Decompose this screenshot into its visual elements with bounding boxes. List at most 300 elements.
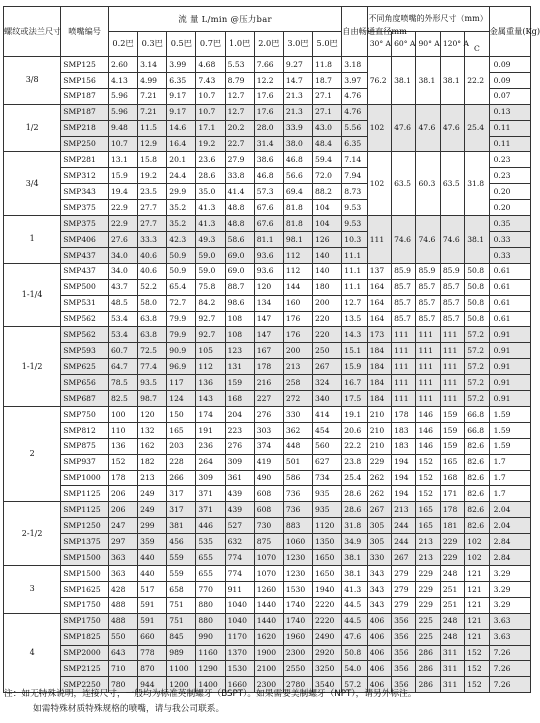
flow-value: 136 — [108, 438, 137, 454]
flow-value: 2300 — [254, 677, 283, 693]
free-passage-value: 7.94 — [342, 168, 367, 184]
dim-30-value: 406 — [367, 677, 391, 693]
dim-120-value: 85.7 — [440, 295, 464, 311]
dim-60-value: 111 — [392, 327, 416, 343]
flow-value: 72.7 — [167, 295, 196, 311]
flow-value: 309 — [196, 470, 225, 486]
free-passage-value: 5.56 — [342, 120, 367, 136]
flow-value: 98.7 — [138, 391, 167, 407]
dim-c-value: 102 — [465, 550, 489, 566]
flow-value: 272 — [283, 391, 312, 407]
free-passage-value: 34.9 — [342, 534, 367, 550]
flow-value: 535 — [196, 534, 225, 550]
flow-value: 9.27 — [283, 57, 312, 73]
nozzle-number-cell: SMP375 — [61, 200, 109, 216]
header-pressure: 0.3巴 — [138, 32, 167, 57]
flow-value: 324 — [313, 375, 342, 391]
flow-value: 9.17 — [167, 88, 196, 104]
metal-weight-cell: 0.61 — [489, 279, 530, 295]
free-passage-value: 10.3 — [342, 231, 367, 247]
flow-value: 48.8 — [225, 216, 254, 232]
dim-90-value: 85.7 — [416, 311, 440, 327]
free-passage-value: 7.14 — [342, 152, 367, 168]
flow-value: 774 — [225, 566, 254, 582]
footnote-line: 注：如无特殊说明，连接尺寸，一般均为标准英制螺牙（BSPT）。如果需要美制螺牙（NPT），请另外标注。 — [4, 689, 417, 699]
dim-c-value: 50.8 — [465, 311, 489, 327]
dim-30-value: 343 — [367, 566, 391, 582]
free-passage-value: 9.53 — [342, 216, 367, 232]
dim-120-value: 85.7 — [440, 311, 464, 327]
metal-weight-cell: 3.63 — [489, 613, 530, 629]
dim-90-value: 38.1 — [416, 57, 440, 105]
flow-value: 14.7 — [283, 72, 312, 88]
flow-value: 1070 — [254, 566, 283, 582]
flow-value: 27.1 — [313, 88, 342, 104]
flow-value: 363 — [108, 566, 137, 582]
flow-value: 9.17 — [167, 104, 196, 120]
flow-value: 14.6 — [167, 120, 196, 136]
flow-value: 41.3 — [196, 216, 225, 232]
flow-value: 40.6 — [138, 263, 167, 279]
table-row — [4, 581, 531, 597]
flow-value: 550 — [108, 629, 137, 645]
dim-120-value: 159 — [440, 438, 464, 454]
dim-30-value: 184 — [367, 391, 391, 407]
spec-table-body — [4, 57, 531, 693]
dim-c-value: 152 — [465, 661, 489, 677]
flow-value: 21.3 — [283, 88, 312, 104]
metal-weight-cell: 0.11 — [489, 136, 530, 152]
flow-value: 22.9 — [108, 200, 137, 216]
dim-60-value: 279 — [392, 581, 416, 597]
flow-value: 93.6 — [254, 247, 283, 263]
dim-120-value: 248 — [440, 629, 464, 645]
dim-60-value: 356 — [392, 677, 416, 693]
dim-90-value: 286 — [416, 677, 440, 693]
flow-value: 98.6 — [225, 295, 254, 311]
dim-30-value: 76.2 — [367, 57, 391, 105]
flow-value: 249 — [138, 486, 167, 502]
dim-90-value: 47.6 — [416, 104, 440, 152]
dim-90-value: 225 — [416, 629, 440, 645]
dim-90-value: 146 — [416, 422, 440, 438]
nozzle-number-cell: SMP187 — [61, 104, 109, 120]
flow-value: 1740 — [283, 613, 312, 629]
dim-120-value: 251 — [440, 581, 464, 597]
flow-value: 105 — [196, 343, 225, 359]
dim-c-value: 121 — [465, 581, 489, 597]
flow-value: 38.0 — [283, 136, 312, 152]
dim-30-value: 164 — [367, 311, 391, 327]
flow-value: 65.4 — [167, 279, 196, 295]
flow-value: 27.9 — [225, 152, 254, 168]
free-passage-value: 4.76 — [342, 88, 367, 104]
free-passage-value: 15.9 — [342, 359, 367, 375]
nozzle-number-cell: SMP1625 — [61, 581, 109, 597]
flow-value: 1060 — [283, 534, 312, 550]
flow-value: 586 — [283, 470, 312, 486]
header-flow-rate: 流 量 L/min @压力bar — [108, 7, 341, 32]
flow-value: 12.7 — [225, 104, 254, 120]
flow-value: 374 — [254, 438, 283, 454]
flow-value: 124 — [167, 391, 196, 407]
flow-value: 710 — [108, 661, 137, 677]
free-passage-value: 47.6 — [342, 629, 367, 645]
dim-120-value: 165 — [440, 454, 464, 470]
flow-value: 517 — [138, 581, 167, 597]
flow-value: 67.6 — [254, 200, 283, 216]
flow-value: 48.8 — [225, 200, 254, 216]
nozzle-number-cell: SMP343 — [61, 184, 109, 200]
flow-value: 41.3 — [196, 200, 225, 216]
table-row — [4, 359, 531, 375]
dim-90-value: 111 — [416, 343, 440, 359]
dim-60-value: 213 — [392, 502, 416, 518]
dim-60-value: 85.9 — [392, 263, 416, 279]
flow-value: 140 — [313, 247, 342, 263]
dim-60-value: 356 — [392, 629, 416, 645]
dim-90-value: 111 — [416, 327, 440, 343]
flow-value: 608 — [254, 502, 283, 518]
flow-value: 1290 — [196, 661, 225, 677]
flow-value: 191 — [196, 422, 225, 438]
dim-90-value: 111 — [416, 375, 440, 391]
flow-value: 131 — [225, 359, 254, 375]
flow-value: 167 — [254, 343, 283, 359]
flow-value: 490 — [254, 470, 283, 486]
metal-weight-cell: 2.04 — [489, 518, 530, 534]
flow-value: 5.96 — [108, 88, 137, 104]
dim-120-value: 159 — [440, 406, 464, 422]
flow-value: 178 — [108, 470, 137, 486]
flow-value: 33.8 — [225, 168, 254, 184]
metal-weight-cell: 0.20 — [489, 200, 530, 216]
flow-value: 35.0 — [196, 184, 225, 200]
flow-value: 1530 — [283, 581, 312, 597]
flow-value: 303 — [254, 422, 283, 438]
free-passage-value: 17.5 — [342, 391, 367, 407]
flow-value: 276 — [225, 438, 254, 454]
flow-value: 990 — [196, 629, 225, 645]
nozzle-number-cell: SMP437 — [61, 263, 109, 279]
metal-weight-cell: 0.91 — [489, 343, 530, 359]
flow-value: 883 — [283, 518, 312, 534]
metal-weight-cell: 0.35 — [489, 216, 530, 232]
free-passage-value: 31.8 — [342, 518, 367, 534]
flow-value: 247 — [108, 518, 137, 534]
dim-30-value: 406 — [367, 661, 391, 677]
header-angle: 120° A — [440, 32, 464, 57]
flow-value: 120 — [254, 279, 283, 295]
dim-90-value: 229 — [416, 581, 440, 597]
free-passage-value: 28.6 — [342, 502, 367, 518]
free-passage-value: 57.2 — [342, 677, 367, 693]
dim-30-value: 262 — [367, 486, 391, 502]
metal-weight-cell: 3.63 — [489, 629, 530, 645]
flow-value: 5.53 — [225, 57, 254, 73]
flow-value: 658 — [167, 581, 196, 597]
flow-value: 140 — [313, 263, 342, 279]
flow-value: 780 — [108, 677, 137, 693]
dim-30-value: 343 — [367, 581, 391, 597]
table-row — [4, 454, 531, 470]
flow-value: 28.0 — [254, 120, 283, 136]
nozzle-number-cell: SMP625 — [61, 359, 109, 375]
dim-60-value: 47.6 — [392, 104, 416, 152]
metal-weight-cell: 3.29 — [489, 597, 530, 613]
flow-value: 317 — [167, 502, 196, 518]
dim-60-value: 267 — [392, 550, 416, 566]
flow-value: 110 — [108, 422, 137, 438]
table-row — [4, 470, 531, 486]
dim-c-value: 121 — [465, 597, 489, 613]
flow-value: 104 — [313, 200, 342, 216]
flow-value: 1940 — [313, 581, 342, 597]
flow-value: 655 — [196, 550, 225, 566]
free-passage-value: 3.18 — [342, 57, 367, 73]
dim-c-value: 38.1 — [465, 216, 489, 264]
flow-value: 93.5 — [138, 375, 167, 391]
flow-value: 178 — [254, 359, 283, 375]
flow-value: 59.0 — [196, 247, 225, 263]
flow-value: 69.0 — [225, 247, 254, 263]
dim-30-value: 102 — [367, 104, 391, 152]
flow-value: 1040 — [225, 613, 254, 629]
flow-value: 1230 — [283, 550, 312, 566]
dim-90-value: 60.3 — [416, 152, 440, 216]
table-row — [4, 279, 531, 295]
dim-60-value: 111 — [392, 359, 416, 375]
dim-90-value: 165 — [416, 502, 440, 518]
dim-60-value: 356 — [392, 661, 416, 677]
metal-weight-cell: 1.7 — [489, 470, 530, 486]
dim-120-value: 159 — [440, 422, 464, 438]
nozzle-number-cell: SMP406 — [61, 231, 109, 247]
flow-value: 12.9 — [138, 136, 167, 152]
dim-60-value: 111 — [392, 375, 416, 391]
nozzle-number-cell: SMP937 — [61, 454, 109, 470]
dim-120-value: 63.5 — [440, 152, 464, 216]
dim-30-value: 184 — [367, 343, 391, 359]
flow-value: 2490 — [313, 629, 342, 645]
flow-value: 1230 — [283, 566, 312, 582]
header-dimension-c: C — [465, 32, 489, 57]
flow-value: 1120 — [313, 518, 342, 534]
flow-value: 220 — [313, 327, 342, 343]
nozzle-number-cell: SMP1375 — [61, 534, 109, 550]
dim-60-value: 111 — [392, 343, 416, 359]
flow-value: 1350 — [313, 534, 342, 550]
free-passage-value: 44.5 — [342, 613, 367, 629]
flow-value: 381 — [167, 518, 196, 534]
free-passage-value: 4.76 — [342, 104, 367, 120]
free-passage-value: 25.4 — [342, 470, 367, 486]
dim-c-value: 82.6 — [465, 502, 489, 518]
flow-value: 136 — [196, 375, 225, 391]
dim-c-value: 102 — [465, 534, 489, 550]
nozzle-number-cell: SMP1750 — [61, 613, 109, 629]
flow-value: 6.35 — [167, 72, 196, 88]
dim-60-value: 279 — [392, 566, 416, 582]
flow-value: 2920 — [313, 645, 342, 661]
dim-c-value: 152 — [465, 677, 489, 693]
flow-value: 1650 — [313, 550, 342, 566]
thread-size-cell: 1/2 — [4, 104, 61, 152]
dim-c-value: 50.8 — [465, 295, 489, 311]
metal-weight-cell: 0.61 — [489, 263, 530, 279]
flow-value: 77.4 — [138, 359, 167, 375]
flow-value: 16.4 — [167, 136, 196, 152]
nozzle-number-cell: SMP1500 — [61, 550, 109, 566]
flow-value: 2550 — [283, 661, 312, 677]
flow-value: 64.7 — [108, 359, 137, 375]
metal-weight-cell: 3.29 — [489, 581, 530, 597]
flow-value: 276 — [254, 406, 283, 422]
flow-value: 935 — [313, 486, 342, 502]
dim-120-value: 168 — [440, 470, 464, 486]
dim-c-value: 66.8 — [465, 422, 489, 438]
flow-value: 19.4 — [108, 184, 137, 200]
metal-weight-cell: 1.59 — [489, 406, 530, 422]
flow-value: 108 — [225, 311, 254, 327]
thread-size-cell: 1 — [4, 216, 61, 264]
flow-value: 456 — [167, 534, 196, 550]
table-row — [4, 311, 531, 327]
nozzle-number-cell: SMP812 — [61, 422, 109, 438]
flow-value: 9.48 — [108, 120, 137, 136]
nozzle-number-cell: SMP281 — [61, 152, 109, 168]
nozzle-number-cell: SMP1125 — [61, 486, 109, 502]
dim-60-value: 183 — [392, 438, 416, 454]
flow-value: 123 — [225, 343, 254, 359]
free-passage-value: 28.6 — [342, 486, 367, 502]
flow-value: 40.6 — [138, 247, 167, 263]
flow-value: 72.5 — [138, 343, 167, 359]
header-pressure: 0.2巴 — [108, 32, 137, 57]
table-row — [4, 629, 531, 645]
dim-120-value: 47.6 — [440, 104, 464, 152]
dim-c-value: 50.8 — [465, 279, 489, 295]
metal-weight-cell: 7.26 — [489, 661, 530, 677]
metal-weight-cell: 0.61 — [489, 295, 530, 311]
table-row — [4, 502, 531, 518]
flow-value: 875 — [254, 534, 283, 550]
free-passage-value: 13.5 — [342, 311, 367, 327]
flow-value: 751 — [167, 613, 196, 629]
flow-value: 448 — [283, 438, 312, 454]
flow-value: 81.1 — [254, 231, 283, 247]
dim-90-value: 225 — [416, 613, 440, 629]
dim-c-value: 121 — [465, 629, 489, 645]
flow-value: 112 — [283, 247, 312, 263]
dim-90-value: 152 — [416, 454, 440, 470]
flow-value: 96.9 — [167, 359, 196, 375]
header-pressure: 1.0巴 — [225, 32, 254, 57]
metal-weight-cell: 0.61 — [489, 311, 530, 327]
dim-90-value: 213 — [416, 534, 440, 550]
flow-value: 165 — [167, 422, 196, 438]
dim-30-value: 305 — [367, 534, 391, 550]
flow-value: 359 — [138, 534, 167, 550]
dim-c-value: 57.2 — [465, 343, 489, 359]
flow-value: 69.0 — [225, 263, 254, 279]
metal-weight-cell: 0.91 — [489, 375, 530, 391]
flow-value: 48.5 — [108, 295, 137, 311]
flow-value: 4.13 — [108, 72, 137, 88]
flow-value: 43.0 — [313, 120, 342, 136]
metal-weight-cell: 2.84 — [489, 534, 530, 550]
nozzle-number-cell: SMP2000 — [61, 645, 109, 661]
nozzle-number-cell: SMP1500 — [61, 566, 109, 582]
flow-value: 559 — [167, 550, 196, 566]
dim-120-value: 311 — [440, 645, 464, 661]
flow-value: 454 — [313, 422, 342, 438]
flow-value: 299 — [138, 518, 167, 534]
flow-value: 297 — [108, 534, 137, 550]
table-row — [4, 57, 531, 73]
table-row — [4, 406, 531, 422]
dim-120-value: 248 — [440, 613, 464, 629]
flow-value: 60.7 — [108, 343, 137, 359]
flow-value: 35.2 — [167, 216, 196, 232]
flow-value: 1440 — [254, 613, 283, 629]
metal-weight-cell: 1.7 — [489, 454, 530, 470]
flow-value: 236 — [196, 438, 225, 454]
table-row — [4, 391, 531, 407]
flow-value: 90.9 — [167, 343, 196, 359]
nozzle-number-cell: SMP1250 — [61, 518, 109, 534]
free-passage-value: 22.2 — [342, 438, 367, 454]
dim-30-value: 137 — [367, 263, 391, 279]
flow-value: 439 — [225, 486, 254, 502]
flow-value: 59.4 — [313, 152, 342, 168]
flow-value: 93.6 — [254, 263, 283, 279]
flow-value: 27.7 — [138, 200, 167, 216]
header-free-passage: 自由畅通直径mm — [342, 7, 367, 57]
dim-30-value: 210 — [367, 406, 391, 422]
metal-weight-cell: 2.04 — [489, 502, 530, 518]
flow-value: 12.2 — [254, 72, 283, 88]
footnote — [4, 687, 532, 717]
table-row — [4, 613, 531, 629]
flow-value: 29.9 — [167, 184, 196, 200]
flow-value: 206 — [108, 486, 137, 502]
flow-value: 34.0 — [108, 247, 137, 263]
dim-120-value: 229 — [440, 534, 464, 550]
flow-value: 56.6 — [283, 168, 312, 184]
table-row — [4, 152, 531, 168]
dim-60-value: 194 — [392, 486, 416, 502]
dim-120-value: 311 — [440, 661, 464, 677]
flow-value: 440 — [138, 550, 167, 566]
dim-90-value: 286 — [416, 645, 440, 661]
flow-value: 1070 — [254, 550, 283, 566]
thread-size-cell: 3/4 — [4, 152, 61, 216]
dim-c-value: 57.2 — [465, 375, 489, 391]
free-passage-value: 11.1 — [342, 263, 367, 279]
flow-value: 42.3 — [167, 231, 196, 247]
flow-value: 228 — [167, 454, 196, 470]
header-spray-dimensions: 不同角度喷嘴的外形尺寸（mm） — [367, 7, 489, 32]
flow-value: 150 — [167, 406, 196, 422]
flow-value: 67.6 — [254, 216, 283, 232]
flow-value: 17.6 — [254, 88, 283, 104]
flow-value: 7.21 — [138, 104, 167, 120]
flow-value: 935 — [313, 502, 342, 518]
dim-60-value: 194 — [392, 454, 416, 470]
flow-value: 2.60 — [108, 57, 137, 73]
dim-c-value: 57.2 — [465, 327, 489, 343]
